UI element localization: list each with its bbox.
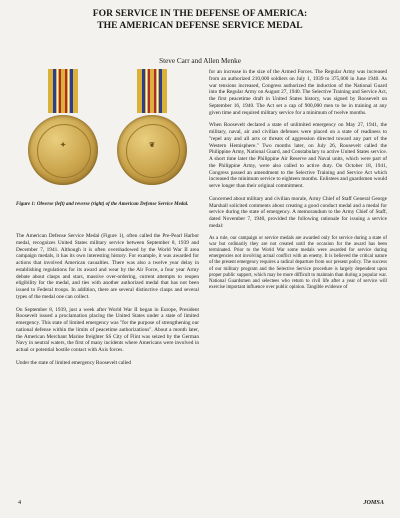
authors: Steve Carr and Allen Menke <box>159 57 241 65</box>
medal-disc-obverse: ✦ <box>28 115 98 185</box>
right-column <box>209 69 387 297</box>
journal-name: JOMSA <box>363 499 384 506</box>
figure-caption: Figure 1: Obverse (left) and reverse (right) of the American Defense Service Medal. <box>16 202 189 207</box>
left-paragraph-2: On September 8, 1939, just a week after World War II began in Europe, President Roosevelt issued a proclamation placing the United States under a state of limited emergency. This state of limited emergency was "for the purpose of strengthening our national defense within the limits of peacetime authorizations". About a month later, the American Merchant Marine freighter SS City of Flint was seized by the German Navy in neutral waters, the first of many incidents where Americans were involved in actual or potential hostile contact with Axis forces. <box>16 306 199 353</box>
left-column <box>16 69 199 373</box>
right-paragraph-1: for an increase in the size of the Armed Forces. The Regular Army was increased from an authorized 210,000 soldiers on July 1, 1939 to 375,000 in June 1940. As war tensions increased, Congress authorized the induction of the National Guard into the Regular Army on August 27, 1940. The Selective Training and Service Act, the first peacetime draft in United States history, was signed by Roosevelt on September 16, 1940. The Act set a cap of 900,000 men to be in training at any given time and required military service for a minimum of twelve months. <box>209 69 387 116</box>
figure-medals <box>16 69 199 229</box>
left-paragraph-3: Under the state of limited emergency Roosevelt called <box>16 359 132 366</box>
title-line-2: THE AMERICAN DEFENSE SERVICE MEDAL <box>97 20 303 31</box>
article-title <box>0 8 400 32</box>
medal-obverse-image <box>20 69 106 189</box>
ribbon <box>48 69 78 113</box>
right-paragraph-2: When Roosevelt declared a state of unlimited emergency on May 27, 1941, the military, naval, air and civilian defenses were placed on a state of readiness to "repel any and all acts or threats of aggression directed toward any part of the Western Hemisphere." Two months later, on July 26, Roosevelt called the Philippine Army, National Guard, and Constabulary to active United States service. A short time later the Philippine Air Reserve and Naval units, which were part of the Philippine Army, were also called to active duty. On October 18, 1941, Congress passed an amendment to the Selective Training and Service Act which increased the minimum service to eighteen months. Enlistees and guardsmen would serve longer than their original commitment. <box>209 122 387 189</box>
title-line-1: FOR SERVICE IN THE DEFENSE OF AMERICA: <box>92 8 308 19</box>
block-quote: As a rule, our campaign or service medals are awarded only for service during a state of war but ordinarily they are not created until the occasion for the award has been terminated. Prior to the World War some medals were awarded for service during emergencies not involving actual conflict with an enemy. It is believed the critical nature of the present emergency requires a radical departure from our present policy. The success of our military program and the Selective Service procedure is largely dependent upon proper public support, which may be more difficult to maintain than during a popular war. National Guardsmen and selectees who return to civil life after a year of service will exercise important influence over public opinion. Tangible evidence of <box>209 235 387 291</box>
right-paragraph-3: Concerned about military and civilian morale, Army Chief of Staff General George Marshall solicited comments about creating a good conduct medal and a medal for service during the state of emergency. A memorandum to the Army Chief of Staff, dated November 7, 1940, provided the following rationale for issuing a service medal: <box>209 195 387 229</box>
medal-reverse-image <box>109 69 195 189</box>
left-paragraph-1: The American Defense Service Medal (Figure 1), often called the Pre-Pearl Harbor medal, recognizes United States military service between September 8, 1939 and December 7, 1941. Although it is often overshadowed by the World War II area campaign medals, it has its own interesting history. For example, it was awarded for actions that involved American casualties. There was also a twelve year delay in establishing regulations for its award and wear by the Air Force, a four year Army debate about clasps and stars, massive over-ordering, current attempts to reopen eligibility for the medal, and ties with another authorized medal that has not been issued to Federal troops. In addition, there are several distinctive clasps and several types of the medal one can collect. <box>16 233 199 300</box>
page-number: 4 <box>18 499 22 506</box>
ribbon <box>137 69 167 113</box>
medal-disc-reverse: ❦ <box>117 115 187 185</box>
